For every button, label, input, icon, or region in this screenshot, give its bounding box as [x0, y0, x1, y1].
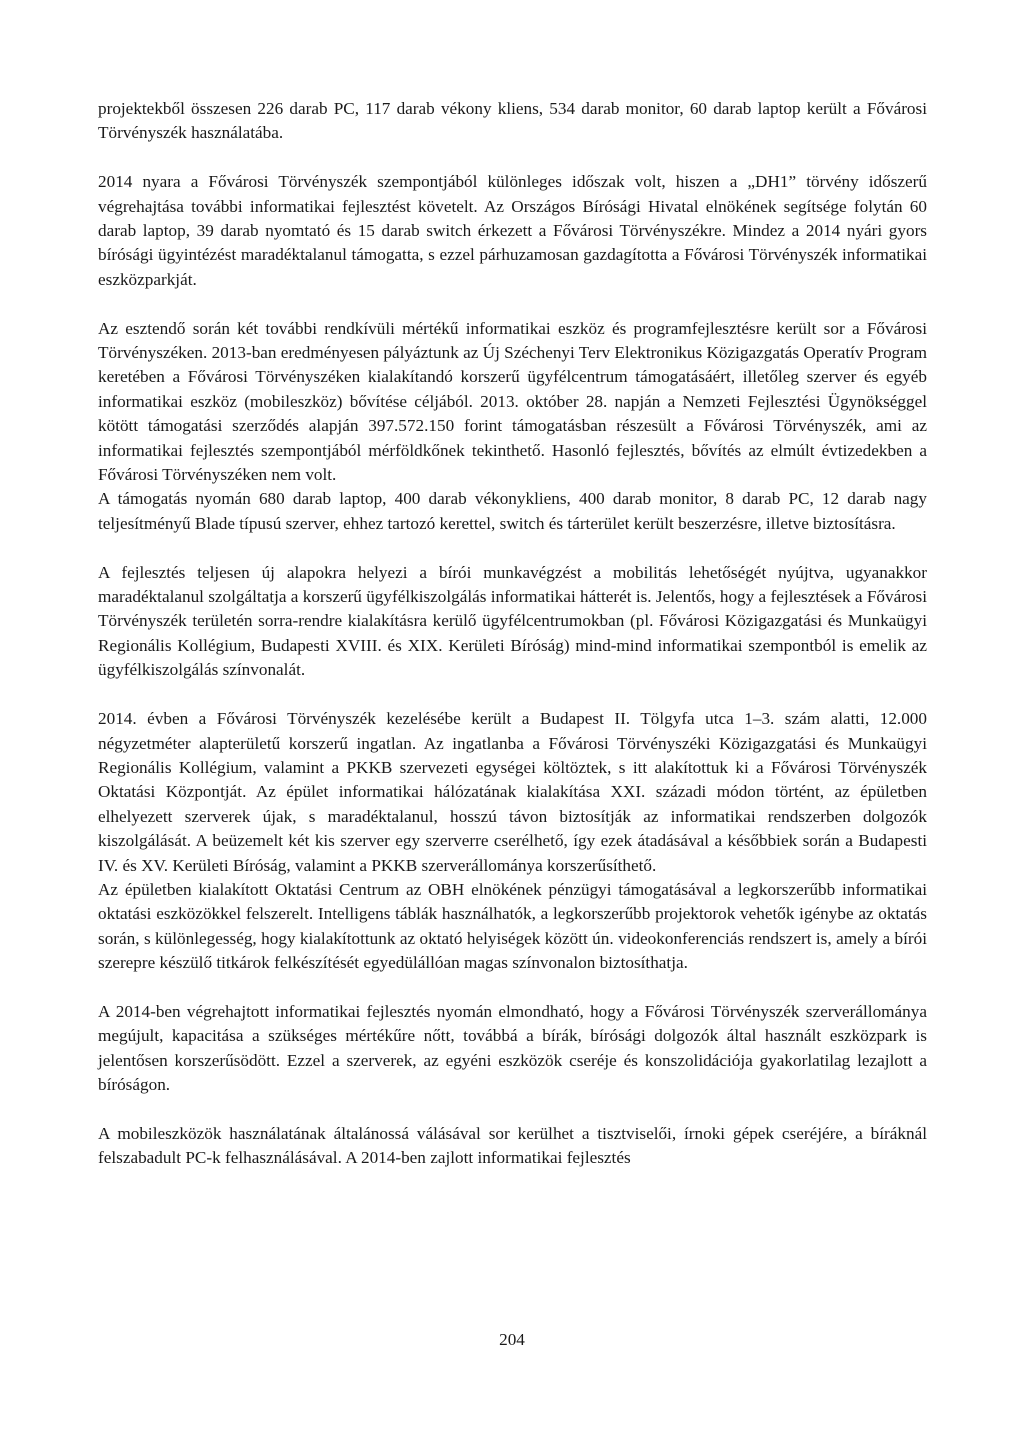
- paragraph-7: Az épületben kialakított Oktatási Centrum az OBH elnökének pénzügyi támogatásával a legkorszerűbb informatikai oktatási eszközökkel felszerelt. Intelligens táblák használhatók, a legkorszerűbb projektorok vehetők igénybe az oktatás során, s különlegesség, hogy kialakítottunk az oktató helyiségek között ún. videokonferenciás rendszert is, amely a bírói szerepre készülő titkárok felkészítését egyedülállóan magas színvonalon biztosíthatja.: [98, 879, 927, 973]
- page-number: 204: [499, 1330, 525, 1349]
- paragraph-3: Az esztendő során két további rendkívüli mértékű informatikai eszköz és programfejlesztésre került sor a Fővárosi Törvényszéken. 2013-ban eredményesen pályáztunk az Új Széchenyi Terv Elektronikus Közigazgatás Operatív Program keretében a Fővárosi Törvényszéken kialakítandó korszerű ügyfélcentrum támogatásáért, illetőleg szerver és egyéb informatikai eszköz (mobileszköz) bővítése céljából. 2013. október 28. napján a Nemzeti Fejlesztési Ügynökséggel kötött támogatási szerződés alapján 397.572.150 forint támogatásban részesült a Fővárosi Törvényszék, ami az informatikai fejlesztés szempontjából mérföldkőnek tekinthető. Hasonló fejlesztés, bővítés az elmúlt évtizedekben a Fővárosi Törvényszéken nem volt.: [98, 318, 927, 485]
- paragraph-9: A mobileszközök használatának általánossá válásával sor kerülhet a tisztviselői, írnoki gépek cseréjére, a bíráknál felszabadult PC-k felhasználásával. A 2014-ben zajlott informatikai fejlesztés: [98, 1123, 927, 1168]
- paragraph-2: 2014 nyara a Fővárosi Törvényszék szempontjából különleges időszak volt, hiszen a „DH1” törvény időszerű végrehajtása további informatikai fejlesztést követelt. Az Országos Bírósági Hivatal elnökének segítsége folytán 60 darab laptop, 39 darab nyomtató és 15 darab switch érkezett a Fővárosi Törvényszékre. Mindez a 2014 nyári gyors bírósági ügyintézést maradéktalanul támogatta, s ezzel párhuzamosan gazdagította a Fővárosi Törvényszék informatikai eszközparkját.: [98, 172, 927, 289]
- paragraph-6: 2014. évben a Fővárosi Törvényszék kezelésébe került a Budapest II. Tölgyfa utca 1–3. szám alatti, 12.000 négyzetméter alapterületű korszerű ingatlan. Az ingatlanba a Fővárosi Törvényszéki Közigazgatási és Munkaügyi Regionális Kollégium, valamint a PKKB szervezeti egységei költöztek, s itt alakítottuk ki a Fővárosi Törvényszék Oktatási Központját. Az épület informatikai hálózatának kialakítása XXI. századi módon történt, az épületben elhelyezett szerverek újak, s maradéktalanul, hosszú távon biztosítják az informatikai rendszerben dolgozók kiszolgálását. A beüzemelt két kis szerver egy szerverre cserélhető, így ezek átadásával a későbbiek során a Budapesti IV. és XV. Kerületi Bíróság, valamint a PKKB szerverállománya korszerűsíthető.: [98, 709, 927, 875]
- paragraph-8: A 2014-ben végrehajtott informatikai fejlesztés nyomán elmondható, hogy a Fővárosi Törvényszék szerverállománya megújult, kapacitása a szükséges mértékűre nőtt, továbbá a bírák, bírósági dolgozók által használt eszközpark is jelentősen korszerűsödött. Ezzel a szerverek, az egyéni eszközök cseréje és konszolidációja gyakorlatilag lezajlott a bíróságon.: [98, 1001, 927, 1095]
- paragraph-5: A fejlesztés teljesen új alapokra helyezi a bírói munkavégzést a mobilitás lehetőségét nyújtva, ugyanakkor maradéktalanul szolgáltatja a korszerű ügyfélkiszolgálás informatikai hátterét is. Jelentős, hogy a fejlesztések a Fővárosi Törvényszék területén sorra-rendre kialakításra kerülő ügyfélcentrumokban (pl. Fővárosi Közigazgatási és Munkaügyi Regionális Kollégium, Budapesti XVIII. és XIX. Kerületi Bíróság) mind-mind informatikai szempontból is emelik az ügyfélkiszolgálás színvonalát.: [98, 562, 928, 680]
- document-body: [98, 97, 927, 1171]
- paragraph-4: A támogatás nyomán 680 darab laptop, 400 darab vékonykliens, 400 darab monitor, 8 darab PC, 12 darab nagy teljesítményű Blade típusú szerver, ehhez tartozó kerettel, switch és tárterület került beszerzésre, illetve biztosításra.: [98, 489, 927, 533]
- paragraph-1: projektekből összesen 226 darab PC, 117 darab vékony kliens, 534 darab monitor, 60 darab laptop került a Fővárosi Törvényszék használatába.: [98, 99, 927, 143]
